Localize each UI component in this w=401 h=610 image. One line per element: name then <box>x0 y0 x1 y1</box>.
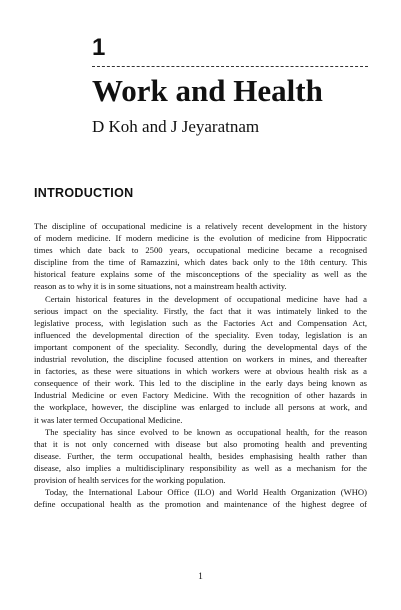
text-line: influenced the developmental direction of the speciality. Even today, legislation is an <box>34 329 367 340</box>
chapter-number: 1 <box>92 34 106 61</box>
page-number: 1 <box>198 572 203 582</box>
text-line: industrial revolution, the discipline focused attention on workers in mines, and thereafter <box>34 354 367 365</box>
text-line: important component of the speciality. Secondly, during the developmental days of the <box>34 341 367 352</box>
text-line: historical feature explains some of the misconceptions of the speciality as well as the <box>34 269 367 280</box>
text-line: legislative process, with legislation such as the Factories Act and Compensation Act, <box>34 317 367 328</box>
text-line: disease, also implies a multidisciplinary responsibility as well as a mechanism for the <box>34 462 367 473</box>
chapter-title: Work and Health <box>92 73 323 108</box>
text-line: Today, the International Labour Office (ILO) and World Health Organization (WHO) <box>45 487 367 498</box>
text-line: The discipline of occupational medicine is a relatively recent development in the history <box>34 221 367 231</box>
text-line: that it is not only concerned with disease but also promoting health and preventing <box>34 438 367 449</box>
paragraph <box>34 426 367 486</box>
paragraph <box>34 486 367 510</box>
section-heading: INTRODUCTION <box>34 186 134 200</box>
body-text <box>34 220 367 510</box>
chapter-rule <box>92 66 368 67</box>
text-line: the workplace, however, the discipline was enlarged to include all persons at work, and <box>34 402 367 413</box>
paragraph <box>34 293 367 426</box>
text-line: Industrial Medicine or even Factory Medicine. With the recognition of other hazards in <box>34 390 367 401</box>
text-line: discipline from the time of Ramazzini, which dates back only to the 18th century. This <box>34 257 367 268</box>
text-line: serious impact on the speciality. Firstly, the fact that it was intimately linked to the <box>34 305 367 316</box>
text-line: of modern medicine. If modern medicine is the evolution of medicine from Hippocratic <box>34 233 367 244</box>
text-line: define occupational health as the promotion and maintenance of the highest degree of <box>34 499 367 510</box>
text-line: reason as to why it is in some situations, not a mainstream health activity. <box>34 281 287 292</box>
text-line: Certain historical features in the development of occupational medicine have had a <box>45 293 367 304</box>
text-line: consequence of their work. This led to the discipline in the early days being known as <box>34 378 367 389</box>
text-line: disease. Further, the term occupational health, besides emphasising health rather than <box>34 450 367 461</box>
paragraph <box>34 220 367 293</box>
text-line: The speciality has since evolved to be known as occupational health, for the reason <box>45 426 367 437</box>
chapter-authors: D Koh and J Jeyaratnam <box>92 117 260 136</box>
text-line: times which date back to 2500 years, occupational medicine became a recognised <box>34 245 367 256</box>
text-line: provision of health services for the working population. <box>34 474 226 485</box>
text-line: in factories, as these were situations in which workers were at obvious health risk as a <box>34 366 367 377</box>
text-line: it was later termed Occupational Medicine. <box>34 414 183 425</box>
